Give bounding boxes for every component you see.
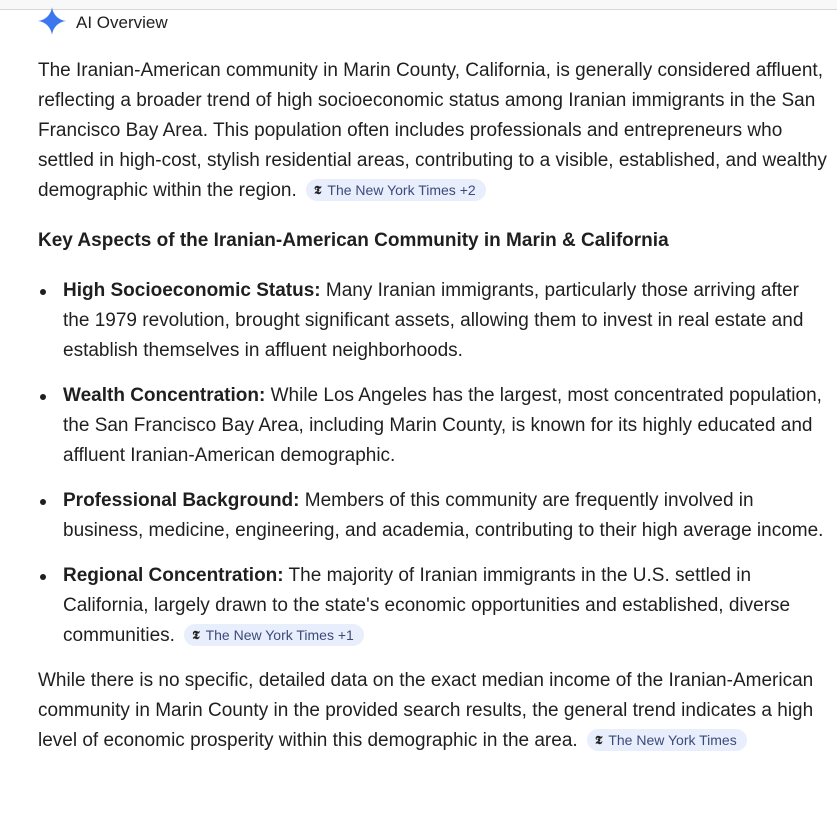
nyt-logo-icon: 𝕿 bbox=[192, 628, 200, 642]
intro-paragraph bbox=[38, 56, 828, 206]
bullet-text: Members of this community are frequently involved in business, medicine, engineering, and academia, contributing to their high average income. bbox=[63, 490, 824, 541]
citation-label: The New York Times bbox=[608, 732, 737, 748]
nyt-logo-icon: 𝕿 bbox=[314, 183, 322, 197]
ai-overview-header bbox=[38, 9, 168, 37]
nyt-logo-icon: 𝕿 bbox=[594, 733, 603, 747]
bullet-title: High Socioeconomic Status: bbox=[63, 280, 321, 301]
citation-label: The New York Times +1 bbox=[205, 627, 354, 643]
conclusion-text: While there is no specific, detailed data on the exact median income of the Iranian-American community in Marin County in the provided search results, the general trend indicates a high level of economic prosperity within this demographic in the area. bbox=[38, 670, 814, 751]
bullet-title: Regional Concentration: bbox=[63, 565, 284, 586]
citation-chip[interactable] bbox=[587, 729, 747, 751]
bullet-text: Many Iranian immigrants, particularly those arriving after the 1979 revolution, brought significant assets, allowing them to invest in real estate and establish themselves in affluent neighborhoods. bbox=[63, 280, 804, 361]
conclusion-paragraph bbox=[38, 666, 828, 756]
intro-text: The Iranian-American community in Marin County, California, is generally considered affluent, reflecting a broader trend of high socioeconomic status among Iranian immigrants in the San Francisco Bay Area. This population often includes professionals and entrepreneurs who settled in high-cost, stylish residential areas, contributing to a visible, established, and wealthy demographic within the region. bbox=[38, 60, 827, 201]
bullet-title: Wealth Concentration: bbox=[63, 385, 266, 406]
bullet-text: While Los Angeles has the largest, most concentrated population, the San Francisco Bay Area, including Marin County, is known for its highly educated and affluent Iranian-American demographic. bbox=[63, 385, 822, 466]
citation-label: The New York Times +2 bbox=[327, 182, 476, 198]
list-item bbox=[38, 561, 828, 651]
citation-chip[interactable] bbox=[306, 179, 486, 201]
ai-overview-title: AI Overview bbox=[76, 13, 168, 32]
citation-chip[interactable] bbox=[184, 624, 364, 646]
list-item bbox=[38, 486, 828, 546]
key-aspects-list bbox=[38, 276, 828, 651]
section-heading: Key Aspects of the Iranian-American Community in Marin & California bbox=[38, 230, 669, 251]
list-item bbox=[38, 381, 828, 471]
bullet-title: Professional Background: bbox=[63, 490, 300, 511]
overview-content bbox=[38, 56, 828, 756]
list-item bbox=[38, 276, 828, 366]
bullet-text: The majority of Iranian immigrants in the U.S. settled in California, largely drawn to the state's economic opportunities and established, diverse communities. bbox=[63, 565, 791, 646]
sparkle-icon bbox=[38, 7, 66, 40]
